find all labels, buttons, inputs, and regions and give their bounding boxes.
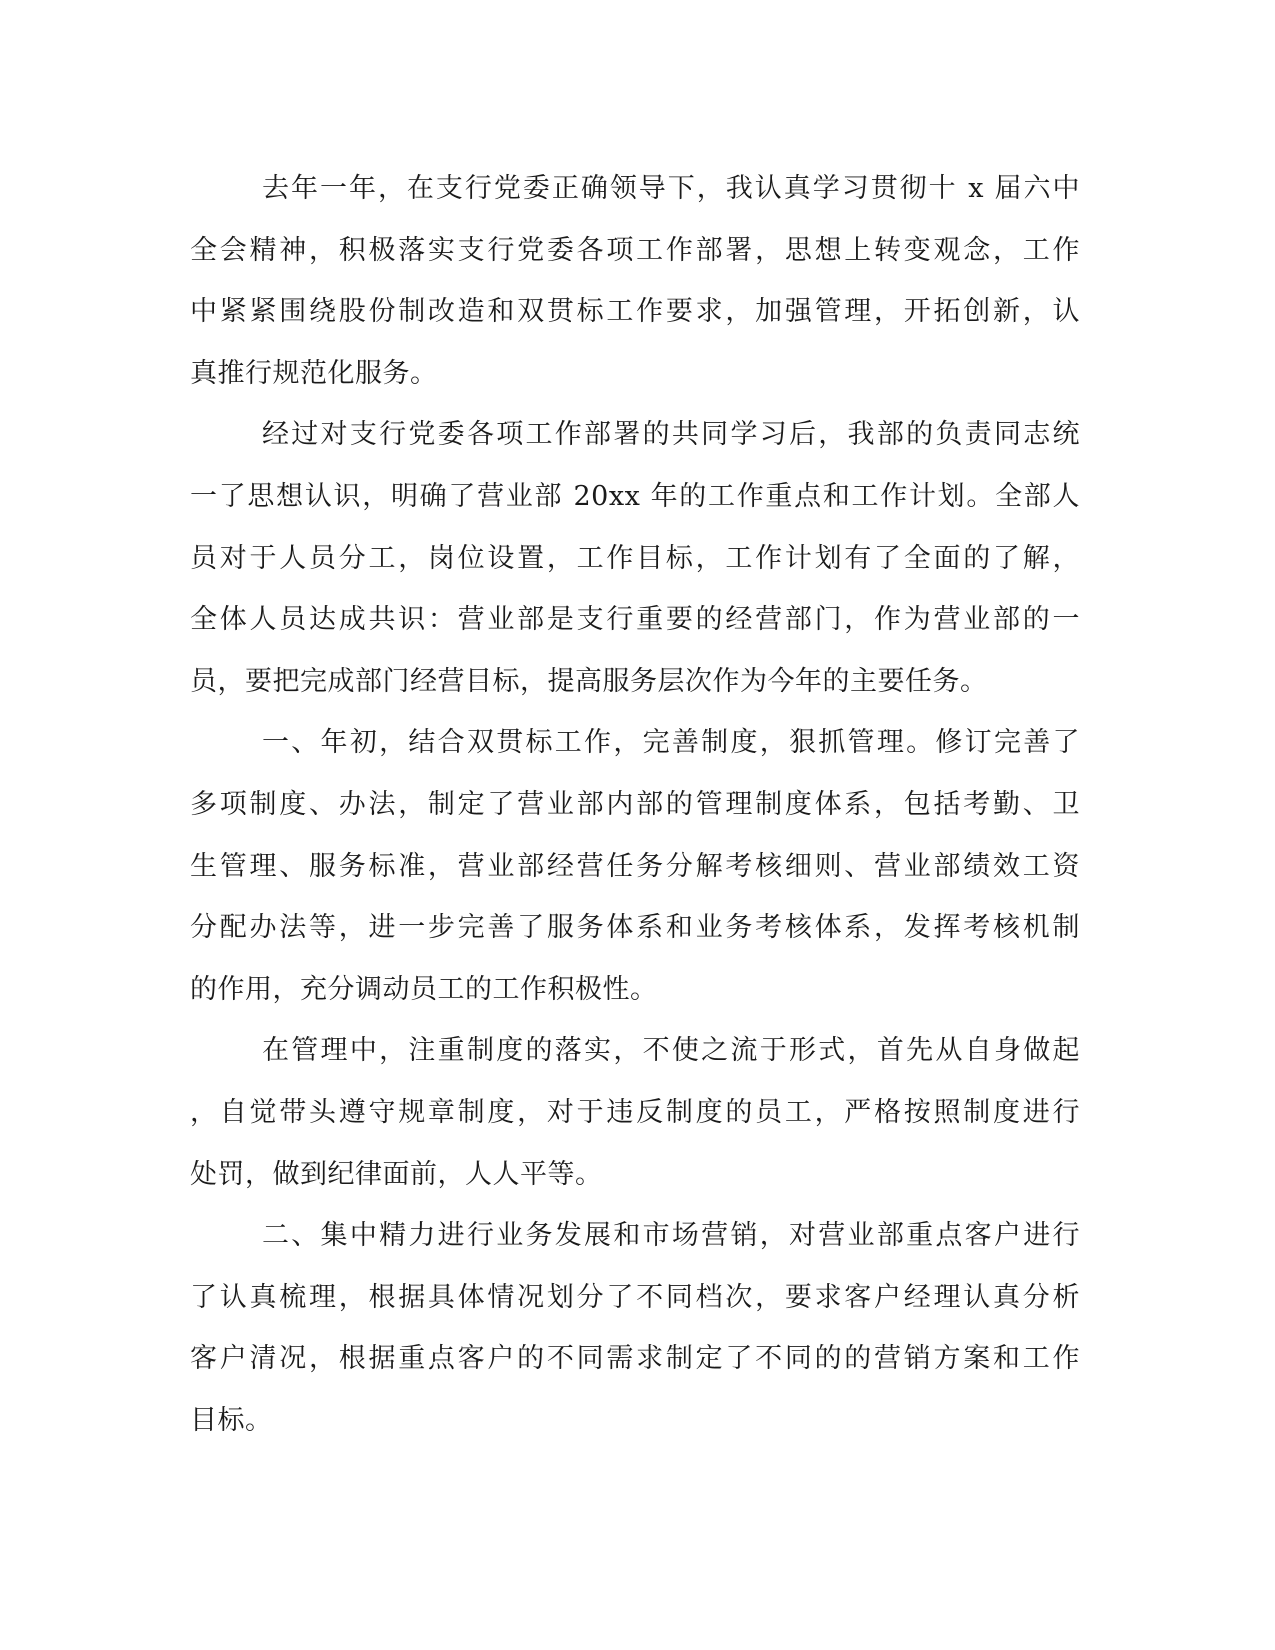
text-line: 生管理、服务标准，营业部经营任务分解考核细则、营业部绩效工资 (190, 850, 1080, 882)
text-line: 在管理中，注重制度的落实，不使之流于形式，首先从自身做起 (262, 1035, 1080, 1067)
text-line: 真推行规范化服务。 (190, 357, 438, 389)
text-line: ，自觉带头遵守规章制度，对于违反制度的员工，严格按照制度进行 (190, 1096, 1080, 1128)
text-line: 处罚，做到纪律面前，人人平等。 (190, 1158, 603, 1190)
text-line: 一、年初，结合双贯标工作，完善制度，狠抓管理。修订完善了 (262, 727, 1080, 759)
text-line: 员对于人员分工，岗位设置，工作目标，工作计划有了全面的了解， (190, 542, 1080, 574)
text-line: 分配办法等，进一步完善了服务体系和业务考核体系，发挥考核机制 (190, 912, 1080, 944)
paragraph-1 (190, 158, 1080, 404)
text-line: 全会精神，积极落实支行党委各项工作部署，思想上转变观念，工作 (190, 234, 1080, 266)
text-line: 多项制度、办法，制定了营业部内部的管理制度体系，包括考勤、卫 (190, 788, 1080, 820)
text-line: 员，要把完成部门经营目标，提高服务层次作为今年的主要任务。 (190, 665, 988, 697)
document-body (190, 158, 1080, 1451)
paragraph-2 (190, 404, 1080, 712)
text-line: 客户清况，根据重点客户的不同需求制定了不同的的营销方案和工作 (190, 1343, 1080, 1375)
text-line: 全体人员达成共识：营业部是支行重要的经营部门，作为营业部的一 (190, 604, 1080, 636)
text-line: 中紧紧围绕股份制改造和双贯标工作要求，加强管理，开拓创新，认 (190, 296, 1080, 328)
paragraph-3 (190, 712, 1080, 1020)
text-line: 二、集中精力进行业务发展和市场营销，对营业部重点客户进行 (262, 1220, 1080, 1252)
text-line: 去年一年，在支行党委正确领导下，我认真学习贯彻十 x 届六中 (262, 173, 1080, 204)
text-line: 经过对支行党委各项工作部署的共同学习后，我部的负责同志统 (262, 419, 1080, 451)
text-line: 了认真梳理，根据具体情况划分了不同档次，要求客户经理认真分析 (190, 1281, 1080, 1313)
text-line: 目标。 (190, 1404, 273, 1436)
paragraph-4 (190, 1020, 1080, 1205)
text-line: 的作用，充分调动员工的工作积极性。 (190, 973, 658, 1005)
text-line: 一了思想认识，明确了营业部 20xx 年的工作重点和工作计划。全部人 (190, 480, 1080, 512)
paragraph-5 (190, 1205, 1080, 1451)
